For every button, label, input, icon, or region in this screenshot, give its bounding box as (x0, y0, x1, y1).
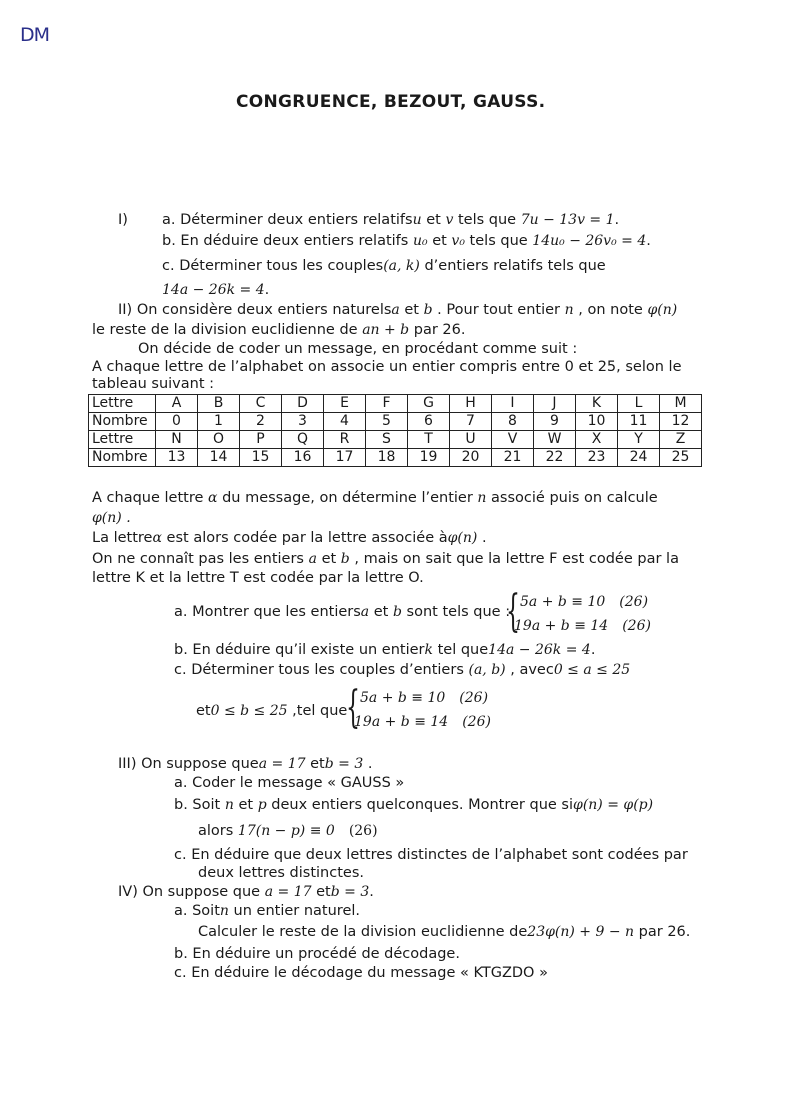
table-cell: N (156, 431, 198, 449)
part1-question-b: b. En déduire deux entiers relatifs u₀ et v₀ tels que 14u₀ − 26v₀ = 4. (162, 233, 651, 249)
part3-question-c-cont: deux lettres distinctes. (198, 865, 364, 881)
part1-question-c-equation: 14a − 26k = 4. (162, 282, 270, 298)
table-cell: 8 (492, 413, 534, 431)
part4-question-a-cont: Calculer le reste de la division euclidienne de23φ(n) + 9 − n par 26. (198, 924, 691, 940)
part4-intro: IV) On suppose que a = 17 etb = 3. (118, 884, 374, 900)
part2-question-a: a. Montrer que les entiersa et b sont tels que : (174, 604, 511, 620)
table-cell: H (450, 395, 492, 413)
table-row-numbers-1 (89, 413, 702, 431)
handwritten-mark: DM (20, 24, 50, 46)
table-cell: 9 (534, 413, 576, 431)
table-cell: 21 (492, 449, 534, 467)
page-title: CONGRUENCE, BEZOUT, GAUSS. (236, 92, 546, 112)
part3-question-a: a. Coder le message « GAUSS » (174, 775, 405, 791)
table-cell: 0 (156, 413, 198, 431)
part2-coding-intro: On décide de coder un message, en procédant comme suit : (138, 341, 578, 357)
table-cell: 4 (324, 413, 366, 431)
left-brace: { (346, 682, 360, 733)
system-eq-2: 19a + b ≡ 14 (26) (354, 714, 491, 730)
part2-question-c: c. Déterminer tous les couples d’entiers (a, b) , avec0 ≤ a ≤ 25 (174, 662, 631, 678)
table-cell: Q (282, 431, 324, 449)
table-row-numbers-2 (89, 449, 702, 467)
table-cell: E (324, 395, 366, 413)
table-cell: S (366, 431, 408, 449)
table-cell: 20 (450, 449, 492, 467)
table-cell: 22 (534, 449, 576, 467)
table-cell: 23 (576, 449, 618, 467)
table-cell: 17 (324, 449, 366, 467)
table-cell: Y (618, 431, 660, 449)
part1-question-c: c. Déterminer tous les couples(a, k) d’entiers relatifs tels que (162, 258, 606, 274)
system-eq-2: 19a + b ≡ 14 (26) (514, 618, 651, 634)
part2-paragraph-4: lettre K et la lettre T est codée par la lettre O. (92, 570, 424, 586)
part2-paragraph-3: On ne connaît pas les entiers a et b , mais on sait que la lettre F est codée par la (92, 551, 679, 567)
part2-intro-line2: le reste de la division euclidienne de an + b par 26. (92, 322, 466, 338)
part3-question-c: c. En déduire que deux lettres distinctes de l’alphabet sont codées par (174, 847, 688, 863)
table-cell: X (576, 431, 618, 449)
table-row-letters-1 (89, 395, 702, 413)
table-cell: 19 (408, 449, 450, 467)
part2-paragraph-1: A chaque lettre α du message, on détermine l’entier n associé puis on calcule (92, 490, 658, 506)
part2-intro-line1: II) On considère deux entiers naturelsa et b . Pour tout entier n , on note φ(n) (118, 302, 678, 318)
part3-question-b: b. Soit n et p deux entiers quelconques. Montrer que siφ(n) = φ(p) (174, 797, 654, 813)
table-cell: O (198, 431, 240, 449)
table-row-letters-2 (89, 431, 702, 449)
table-cell: F (366, 395, 408, 413)
table-cell: 25 (660, 449, 702, 467)
part3-question-b-conclusion: alors 17(n − p) ≡ 0 (26) (198, 823, 378, 839)
part1-question-a: a. Déterminer deux entiers relatifsu et v tels que 7u − 13v = 1. (162, 212, 620, 228)
system-eq-1: 5a + b ≡ 10 (26) (520, 594, 649, 610)
table-cell: 16 (282, 449, 324, 467)
table-cell: 24 (618, 449, 660, 467)
table-cell: G (408, 395, 450, 413)
table-cell: I (492, 395, 534, 413)
part4-question-b: b. En déduire un procédé de décodage. (174, 946, 460, 962)
table-cell: V (492, 431, 534, 449)
table-cell: R (324, 431, 366, 449)
table-cell: T (408, 431, 450, 449)
table-cell: 11 (618, 413, 660, 431)
part2-paragraph-1-phi: φ(n) . (92, 510, 131, 526)
part2-question-b: b. En déduire qu’il existe un entierk tel que14a − 26k = 4. (174, 642, 596, 658)
system-eq-1: 5a + b ≡ 10 (26) (360, 690, 489, 706)
table-cell: C (240, 395, 282, 413)
part3-intro: III) On suppose quea = 17 etb = 3 . (118, 756, 373, 772)
letter-number-table (88, 394, 702, 467)
table-cell: W (534, 431, 576, 449)
table-cell: P (240, 431, 282, 449)
table-header-cell: Nombre (89, 449, 156, 467)
part4-question-c: c. En déduire le décodage du message « KTGZDO » (174, 965, 548, 981)
table-cell: 12 (660, 413, 702, 431)
table-header-cell: Lettre (89, 395, 156, 413)
part4-question-a: a. Soitn un entier naturel. (174, 903, 361, 919)
part2-question-c-condition: et0 ≤ b ≤ 25 ,tel que (196, 703, 348, 719)
part2-alphabet-line2: tableau suivant : (92, 376, 215, 392)
table-cell: J (534, 395, 576, 413)
part2-paragraph-2: La lettreα est alors codée par la lettre associée àφ(n) . (92, 530, 487, 546)
table-cell: 2 (240, 413, 282, 431)
table-cell: 15 (240, 449, 282, 467)
table-cell: K (576, 395, 618, 413)
table-header-cell: Nombre (89, 413, 156, 431)
table-cell: L (618, 395, 660, 413)
table-cell: 7 (450, 413, 492, 431)
table-header-cell: Lettre (89, 431, 156, 449)
table-cell: 1 (198, 413, 240, 431)
table-cell: B (198, 395, 240, 413)
part1-number: I) (118, 212, 128, 228)
table-cell: 18 (366, 449, 408, 467)
part2-alphabet-line1: A chaque lettre de l’alphabet on associe un entier compris entre 0 et 25, selon le (92, 359, 682, 375)
table-cell: M (660, 395, 702, 413)
table-cell: 13 (156, 449, 198, 467)
table-cell: A (156, 395, 198, 413)
table-cell: D (282, 395, 324, 413)
table-cell: 5 (366, 413, 408, 431)
table-cell: 3 (282, 413, 324, 431)
table-cell: 14 (198, 449, 240, 467)
table-cell: 10 (576, 413, 618, 431)
table-cell: 6 (408, 413, 450, 431)
table-cell: U (450, 431, 492, 449)
left-brace: { (506, 586, 520, 637)
table-cell: Z (660, 431, 702, 449)
